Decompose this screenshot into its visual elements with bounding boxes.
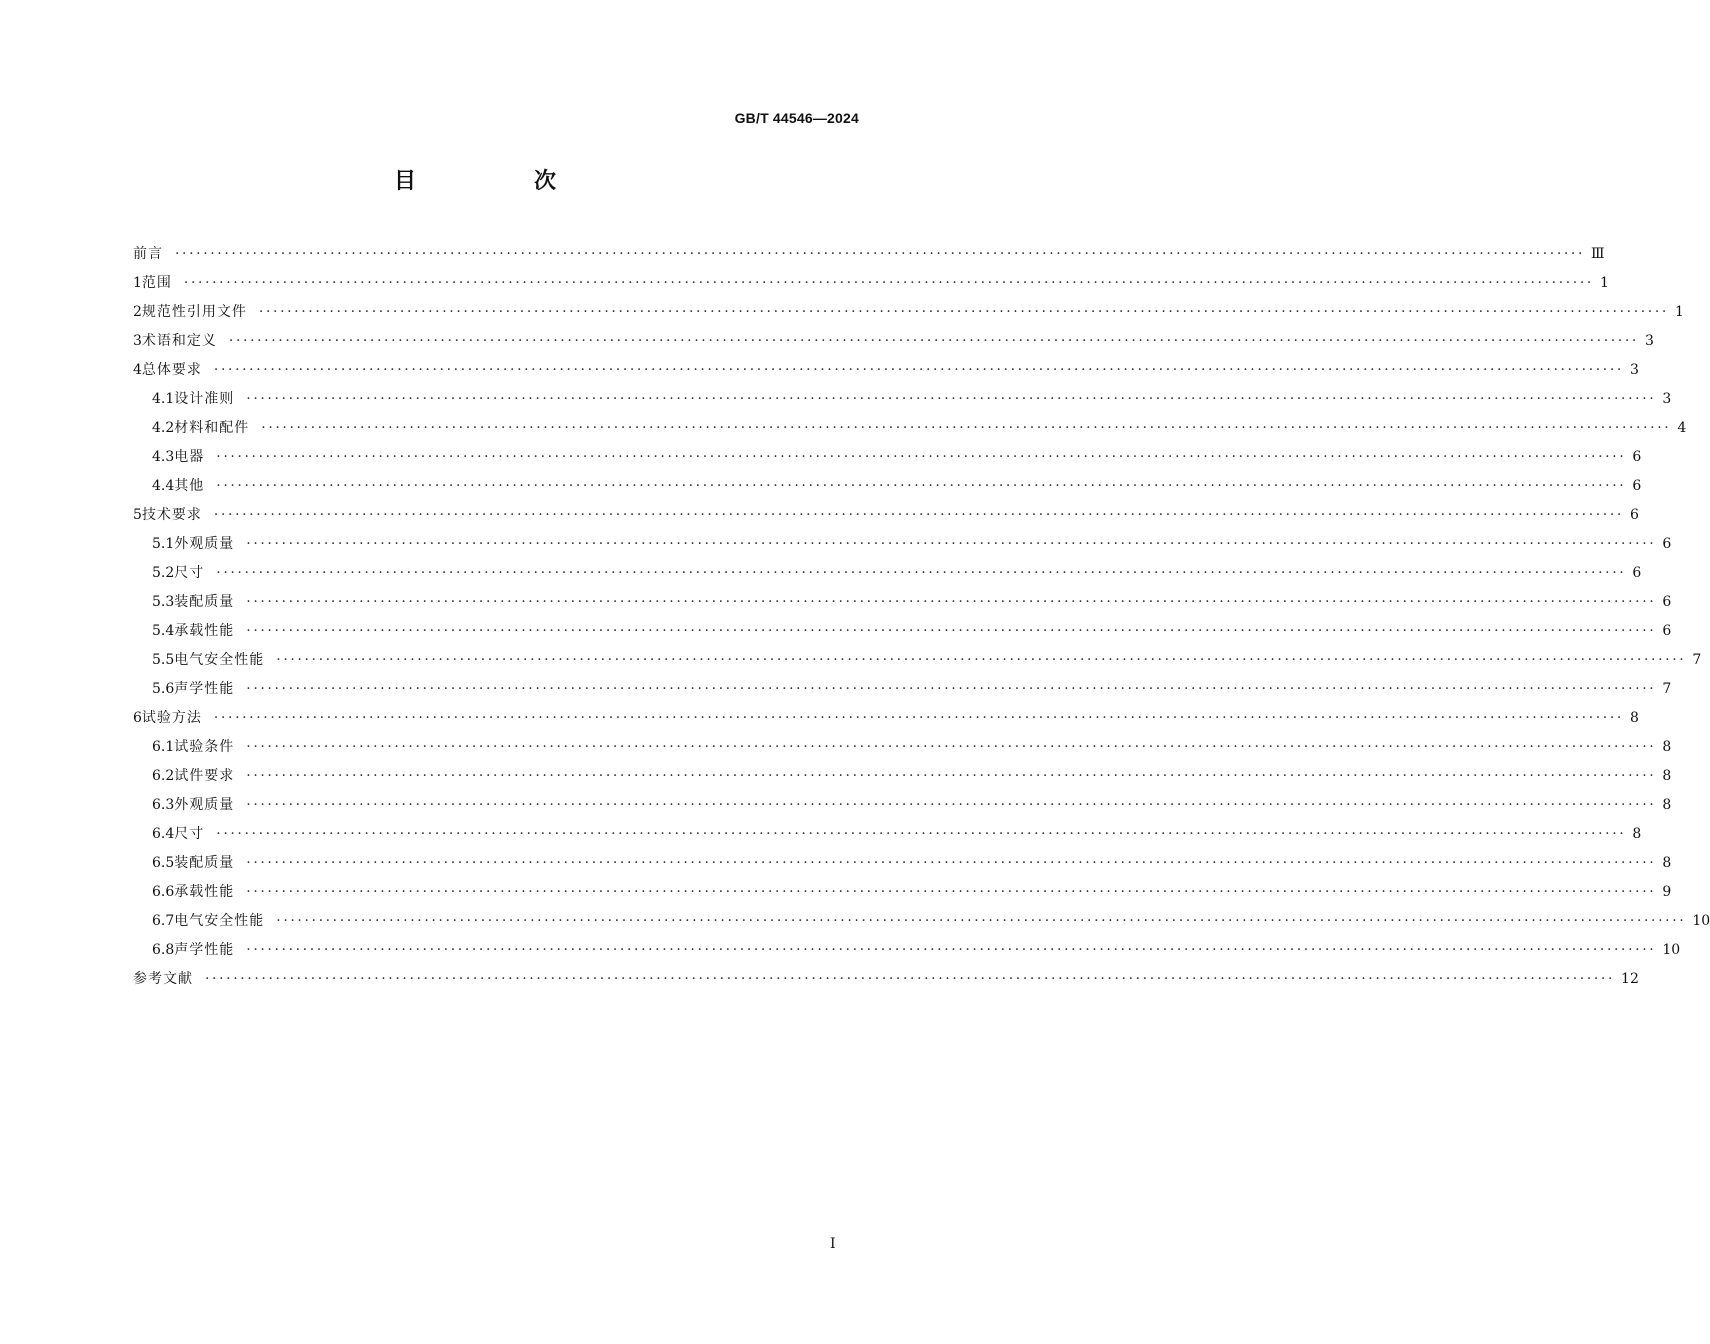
toc-leader-dots: ········································································································································································································: [246, 768, 1657, 784]
toc-entry-label: 电气安全性能: [174, 913, 265, 929]
toc-entry-number: 6.2: [152, 768, 175, 784]
toc-entry-label: 装配质量: [174, 594, 235, 610]
toc-leader-dots: ········································································································································································································: [183, 275, 1594, 291]
toc-leader-dots: ········································································································································································································: [246, 942, 1657, 958]
toc-entry[interactable]: [133, 559, 1642, 588]
toc-entry-label: 声学性能: [174, 942, 235, 958]
toc-entry[interactable]: [133, 878, 1672, 907]
toc-leader-dots: ········································································································································································································: [216, 826, 1627, 842]
toc-entry-label: 电气安全性能: [174, 652, 265, 668]
toc-leader-dots: ········································································································································································································: [205, 971, 1616, 987]
toc-entry-page: 9: [1662, 884, 1672, 900]
toc-entry[interactable]: [133, 588, 1672, 617]
toc-entry[interactable]: [133, 269, 1609, 298]
toc-entry[interactable]: [133, 385, 1672, 414]
toc-entry-label: 总体要求: [141, 362, 202, 378]
table-of-contents: [133, 240, 1710, 994]
toc-entry-page: 6: [1632, 478, 1642, 494]
toc-entry-number: 4.2: [152, 420, 175, 436]
toc-entry[interactable]: [133, 733, 1672, 762]
toc-entry-page: 6: [1632, 565, 1642, 581]
toc-entry-label: 承载性能: [174, 623, 235, 639]
toc-entry[interactable]: [133, 298, 1684, 327]
toc-leader-dots: ········································································································································································································: [246, 855, 1657, 871]
toc-leader-dots: ········································································································································································································: [276, 913, 1687, 929]
toc-entry[interactable]: [133, 472, 1642, 501]
toc-entry-number: 4.1: [152, 391, 175, 407]
toc-entry-page: 4: [1677, 420, 1687, 436]
toc-entry[interactable]: [133, 965, 1639, 994]
toc-entry-number: 5.4: [152, 623, 175, 639]
toc-leader-dots: ········································································································································································································: [213, 507, 1624, 523]
toc-entry-label: 试验条件: [174, 739, 235, 755]
toc-entry[interactable]: [133, 849, 1672, 878]
toc-entry-label: 前言: [133, 246, 163, 262]
toc-entry-number: 6.1: [152, 739, 175, 755]
page-title: 目 次: [393, 169, 604, 194]
toc-entry[interactable]: [133, 936, 1681, 965]
toc-entry[interactable]: [133, 240, 1605, 269]
toc-leader-dots: ········································································································································································································: [246, 594, 1657, 610]
toc-entry-number: 5.1: [152, 536, 175, 552]
toc-entry-page: 6: [1662, 536, 1672, 552]
toc-entry-page: 6: [1632, 449, 1642, 465]
toc-entry-page: 7: [1662, 681, 1672, 697]
toc-entry[interactable]: [133, 820, 1642, 849]
toc-entry-number: 5.5: [152, 652, 175, 668]
toc-entry-number: 6.7: [152, 913, 175, 929]
toc-entry[interactable]: [133, 356, 1639, 385]
toc-entry-label: 电器: [174, 449, 205, 465]
toc-leader-dots: ········································································································································································································: [216, 449, 1627, 465]
toc-leader-dots: ········································································································································································································: [246, 739, 1657, 755]
toc-entry-page: 8: [1632, 826, 1642, 842]
toc-leader-dots: ········································································································································································································: [246, 884, 1657, 900]
toc-leader-dots: ········································································································································································································: [246, 797, 1657, 813]
standard-code: GB/T 44546—2024: [734, 110, 859, 126]
toc-entry-number: 5.6: [152, 681, 175, 697]
toc-entry-number: 6.6: [152, 884, 175, 900]
toc-entry-label: 其他: [174, 478, 205, 494]
toc-entry-page: 8: [1662, 797, 1672, 813]
toc-entry-label: 技术要求: [141, 507, 202, 523]
toc-leader-dots: ········································································································································································································: [246, 391, 1657, 407]
toc-leader-dots: ········································································································································································································: [261, 420, 1672, 436]
toc-entry-page: 8: [1662, 768, 1672, 784]
toc-entry[interactable]: [133, 414, 1687, 443]
toc-entry-number: 4.4: [152, 478, 175, 494]
toc-entry-label: 规范性引用文件: [141, 304, 247, 320]
toc-entry-number: 6.3: [152, 797, 175, 813]
toc-entry[interactable]: [133, 530, 1672, 559]
toc-entry[interactable]: [133, 762, 1672, 791]
toc-entry-page: 3: [1644, 333, 1654, 349]
toc-entry-number: 1: [133, 275, 142, 291]
toc-entry-label: 承载性能: [174, 884, 235, 900]
toc-entry-label: 外观质量: [174, 797, 235, 813]
toc-entry[interactable]: [133, 617, 1672, 646]
toc-entry-page: 8: [1662, 739, 1672, 755]
toc-entry-page: 8: [1662, 855, 1672, 871]
toc-entry-label: 参考文献: [133, 971, 193, 987]
toc-entry-page: Ⅲ: [1591, 246, 1605, 262]
toc-entry-label: 外观质量: [174, 536, 235, 552]
toc-leader-dots: ········································································································································································································: [246, 623, 1657, 639]
toc-entry-page: 3: [1629, 362, 1639, 378]
toc-entry[interactable]: [133, 443, 1642, 472]
toc-entry-page: 8: [1629, 710, 1639, 726]
toc-entry[interactable]: [133, 791, 1672, 820]
toc-leader-dots: ········································································································································································································: [258, 304, 1669, 320]
toc-entry-page: 1: [1599, 275, 1609, 291]
toc-entry-page: 12: [1621, 971, 1639, 987]
toc-entry-label: 设计准则: [174, 391, 235, 407]
toc-entry-label: 术语和定义: [141, 333, 217, 349]
toc-entry-number: 6.4: [152, 826, 175, 842]
toc-entry-label: 尺寸: [174, 826, 205, 842]
toc-entry-number: 4.3: [152, 449, 175, 465]
toc-entry-page: 1: [1674, 304, 1684, 320]
toc-entry-label: 范围: [141, 275, 172, 291]
toc-leader-dots: ········································································································································································································: [246, 536, 1657, 552]
toc-leader-dots: ········································································································································································································: [213, 362, 1624, 378]
toc-entry-label: 材料和配件: [174, 420, 250, 436]
toc-entry[interactable]: [133, 704, 1639, 733]
toc-leader-dots: ········································································································································································································: [276, 652, 1687, 668]
toc-leader-dots: ········································································································································································································: [213, 710, 1624, 726]
toc-entry-page: 6: [1662, 623, 1672, 639]
toc-entry-number: 4: [133, 362, 142, 378]
toc-entry-number: 2: [133, 304, 142, 320]
toc-entry-number: 5.2: [152, 565, 175, 581]
toc-entry-label: 装配质量: [174, 855, 235, 871]
toc-leader-dots: ········································································································································································································: [228, 333, 1639, 349]
toc-entry[interactable]: [133, 646, 1702, 675]
toc-entry-page: 6: [1629, 507, 1639, 523]
toc-entry-page: 10: [1692, 913, 1710, 929]
toc-entry-number: 3: [133, 333, 142, 349]
page-number: Ⅰ: [830, 1236, 836, 1252]
toc-entry[interactable]: [133, 907, 1710, 936]
toc-entry-label: 声学性能: [174, 681, 235, 697]
toc-leader-dots: ········································································································································································································: [246, 681, 1657, 697]
toc-entry-label: 尺寸: [174, 565, 205, 581]
toc-entry[interactable]: [133, 501, 1639, 530]
toc-leader-dots: ········································································································································································································: [216, 478, 1627, 494]
toc-entry-number: 5.3: [152, 594, 175, 610]
toc-entry-page: 3: [1662, 391, 1672, 407]
toc-entry-label: 试件要求: [174, 768, 235, 784]
toc-entry-number: 6: [133, 710, 142, 726]
toc-entry[interactable]: [133, 327, 1654, 356]
toc-entry-number: 5: [133, 507, 142, 523]
toc-entry-page: 10: [1662, 942, 1681, 958]
toc-entry-number: 6.8: [152, 942, 175, 958]
toc-entry-page: 7: [1692, 652, 1702, 668]
toc-leader-dots: ········································································································································································································: [216, 565, 1627, 581]
toc-entry[interactable]: [133, 675, 1672, 704]
toc-entry-label: 试验方法: [141, 710, 202, 726]
toc-leader-dots: ········································································································································································································: [175, 246, 1586, 262]
toc-entry-page: 6: [1662, 594, 1672, 610]
toc-entry-number: 6.5: [152, 855, 175, 871]
